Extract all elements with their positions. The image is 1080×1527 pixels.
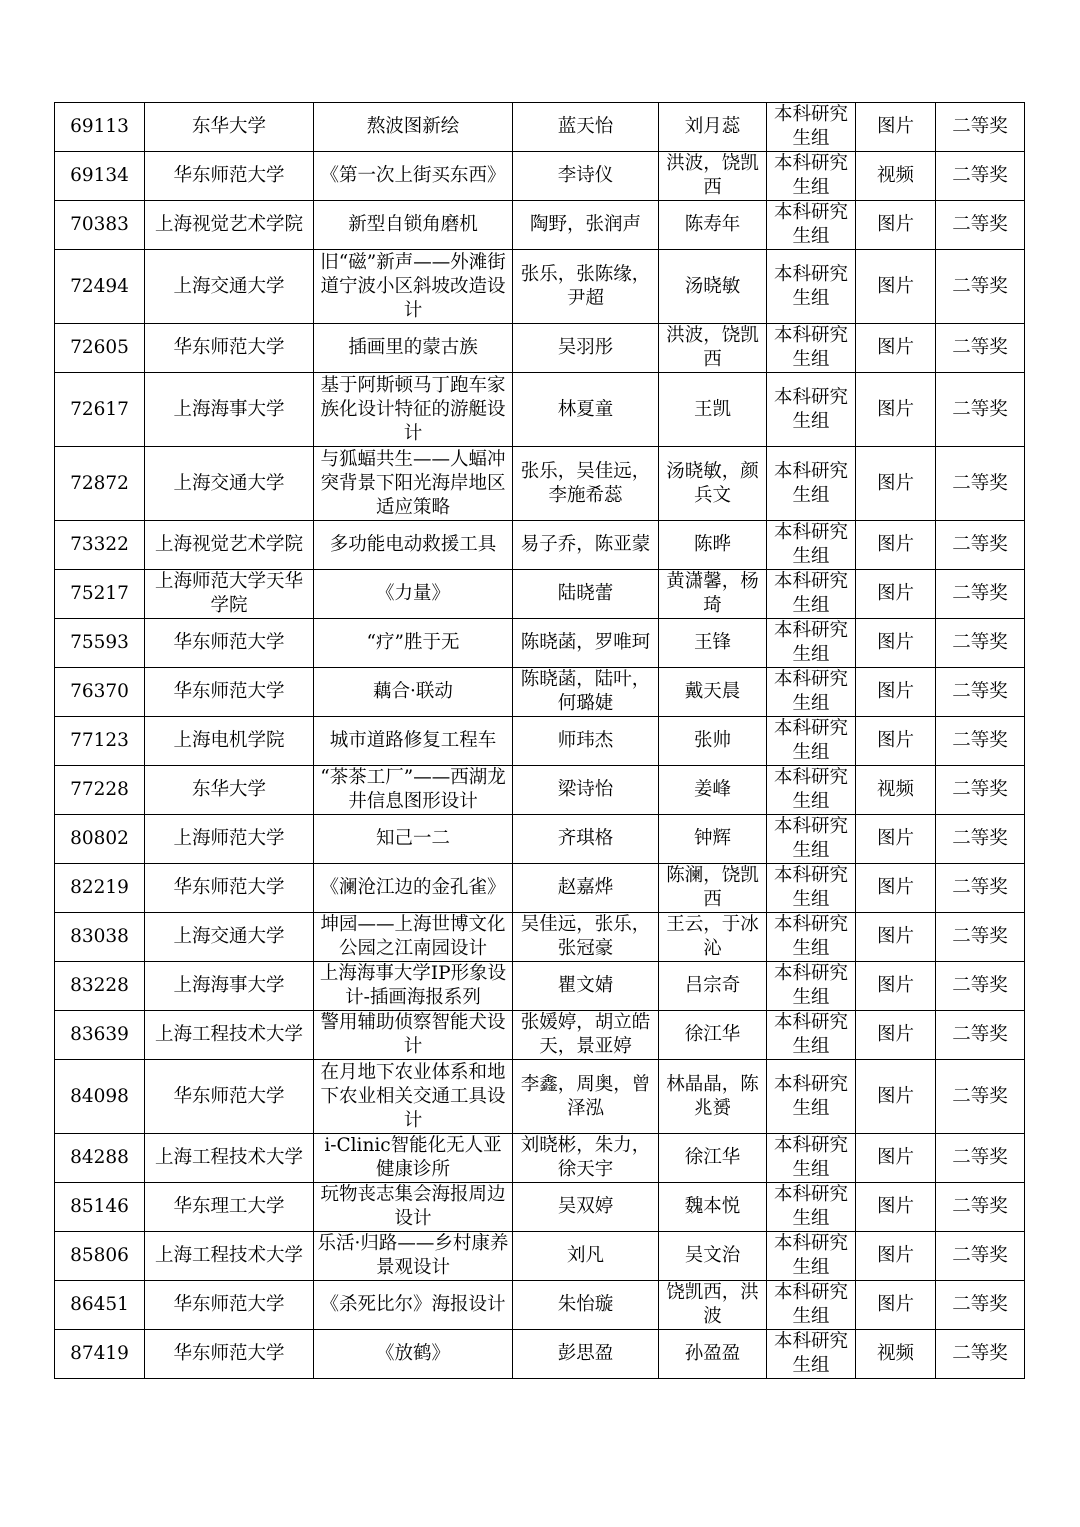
table-row bbox=[55, 103, 1025, 152]
work-type-cell: 图片 bbox=[856, 668, 936, 717]
work-type-cell: 图片 bbox=[856, 250, 936, 324]
table-row bbox=[55, 717, 1025, 766]
entry-id-cell: 76370 bbox=[55, 668, 145, 717]
group-cell: 本科研究生组 bbox=[767, 815, 856, 864]
advisor-cell: 汤晓敏 bbox=[659, 250, 767, 324]
work-type-cell: 图片 bbox=[856, 570, 936, 619]
award-cell: 二等奖 bbox=[936, 521, 1025, 570]
group-cell: 本科研究生组 bbox=[767, 913, 856, 962]
entry-id-cell: 82219 bbox=[55, 864, 145, 913]
work-title-cell: 城市道路修复工程车 bbox=[314, 717, 513, 766]
work-type-cell: 图片 bbox=[856, 201, 936, 250]
group-cell: 本科研究生组 bbox=[767, 201, 856, 250]
school-cell: 华东师范大学 bbox=[145, 668, 314, 717]
entry-id-cell: 72872 bbox=[55, 447, 145, 521]
table-row bbox=[55, 1134, 1025, 1183]
group-cell: 本科研究生组 bbox=[767, 1281, 856, 1330]
awards-table bbox=[54, 102, 1025, 1379]
group-cell: 本科研究生组 bbox=[767, 1011, 856, 1060]
group-cell: 本科研究生组 bbox=[767, 1330, 856, 1379]
school-cell: 华东师范大学 bbox=[145, 152, 314, 201]
award-cell: 二等奖 bbox=[936, 1060, 1025, 1134]
entry-id-cell: 83228 bbox=[55, 962, 145, 1011]
advisor-cell: 洪波，饶凯西 bbox=[659, 152, 767, 201]
group-cell: 本科研究生组 bbox=[767, 962, 856, 1011]
work-type-cell: 图片 bbox=[856, 864, 936, 913]
award-cell: 二等奖 bbox=[936, 717, 1025, 766]
school-cell: 上海视觉艺术学院 bbox=[145, 521, 314, 570]
table-row bbox=[55, 1281, 1025, 1330]
school-cell: 上海工程技术大学 bbox=[145, 1134, 314, 1183]
award-cell: 二等奖 bbox=[936, 668, 1025, 717]
school-cell: 上海师范大学天华学院 bbox=[145, 570, 314, 619]
award-cell: 二等奖 bbox=[936, 1134, 1025, 1183]
table-row bbox=[55, 570, 1025, 619]
authors-cell: 吴双婷 bbox=[513, 1183, 659, 1232]
authors-cell: 刘晓彬，朱力，徐天宇 bbox=[513, 1134, 659, 1183]
group-cell: 本科研究生组 bbox=[767, 1134, 856, 1183]
award-cell: 二等奖 bbox=[936, 913, 1025, 962]
advisor-cell: 孙盈盈 bbox=[659, 1330, 767, 1379]
awards-table-body bbox=[55, 103, 1025, 1379]
award-cell: 二等奖 bbox=[936, 201, 1025, 250]
advisor-cell: 饶凯西，洪波 bbox=[659, 1281, 767, 1330]
work-title-cell: 基于阿斯顿马丁跑车家族化设计特征的游艇设计 bbox=[314, 373, 513, 447]
advisor-cell: 汤晓敏，颜兵文 bbox=[659, 447, 767, 521]
group-cell: 本科研究生组 bbox=[767, 1232, 856, 1281]
group-cell: 本科研究生组 bbox=[767, 668, 856, 717]
work-title-cell: 坤园——上海世博文化公园之江南园设计 bbox=[314, 913, 513, 962]
school-cell: 东华大学 bbox=[145, 766, 314, 815]
award-cell: 二等奖 bbox=[936, 103, 1025, 152]
table-row bbox=[55, 521, 1025, 570]
school-cell: 华东师范大学 bbox=[145, 864, 314, 913]
entry-id-cell: 85806 bbox=[55, 1232, 145, 1281]
school-cell: 上海海事大学 bbox=[145, 962, 314, 1011]
entry-id-cell: 84098 bbox=[55, 1060, 145, 1134]
authors-cell: 彭思盈 bbox=[513, 1330, 659, 1379]
group-cell: 本科研究生组 bbox=[767, 766, 856, 815]
work-title-cell: 警用辅助侦察智能犬设计 bbox=[314, 1011, 513, 1060]
school-cell: 上海视觉艺术学院 bbox=[145, 201, 314, 250]
authors-cell: 朱怡璇 bbox=[513, 1281, 659, 1330]
work-type-cell: 图片 bbox=[856, 913, 936, 962]
entry-id-cell: 86451 bbox=[55, 1281, 145, 1330]
table-row bbox=[55, 447, 1025, 521]
advisor-cell: 林晶晶，陈兆赟 bbox=[659, 1060, 767, 1134]
table-row bbox=[55, 619, 1025, 668]
authors-cell: 李诗仪 bbox=[513, 152, 659, 201]
table-row bbox=[55, 913, 1025, 962]
work-type-cell: 图片 bbox=[856, 1134, 936, 1183]
advisor-cell: 陈晔 bbox=[659, 521, 767, 570]
award-cell: 二等奖 bbox=[936, 962, 1025, 1011]
school-cell: 华东师范大学 bbox=[145, 1060, 314, 1134]
work-type-cell: 视频 bbox=[856, 152, 936, 201]
table-row bbox=[55, 1011, 1025, 1060]
entry-id-cell: 72617 bbox=[55, 373, 145, 447]
entry-id-cell: 87419 bbox=[55, 1330, 145, 1379]
work-type-cell: 图片 bbox=[856, 717, 936, 766]
table-row bbox=[55, 1330, 1025, 1379]
work-title-cell: 《第一次上街买东西》 bbox=[314, 152, 513, 201]
award-cell: 二等奖 bbox=[936, 447, 1025, 521]
table-row bbox=[55, 1183, 1025, 1232]
advisor-cell: 张帅 bbox=[659, 717, 767, 766]
award-cell: 二等奖 bbox=[936, 1281, 1025, 1330]
group-cell: 本科研究生组 bbox=[767, 619, 856, 668]
group-cell: 本科研究生组 bbox=[767, 447, 856, 521]
advisor-cell: 徐江华 bbox=[659, 1134, 767, 1183]
work-title-cell: 《放鹤》 bbox=[314, 1330, 513, 1379]
school-cell: 上海海事大学 bbox=[145, 373, 314, 447]
advisor-cell: 戴天晨 bbox=[659, 668, 767, 717]
work-title-cell: 乐活·归路——乡村康养景观设计 bbox=[314, 1232, 513, 1281]
entry-id-cell: 69113 bbox=[55, 103, 145, 152]
award-cell: 二等奖 bbox=[936, 864, 1025, 913]
authors-cell: 齐琪格 bbox=[513, 815, 659, 864]
authors-cell: 陶野，张润声 bbox=[513, 201, 659, 250]
authors-cell: 张媛婷，胡立皓天，景亚婷 bbox=[513, 1011, 659, 1060]
entry-id-cell: 80802 bbox=[55, 815, 145, 864]
entry-id-cell: 77123 bbox=[55, 717, 145, 766]
school-cell: 上海工程技术大学 bbox=[145, 1232, 314, 1281]
work-type-cell: 图片 bbox=[856, 521, 936, 570]
work-title-cell: 熬波图新绘 bbox=[314, 103, 513, 152]
authors-cell: 吴羽彤 bbox=[513, 324, 659, 373]
advisor-cell: 刘月蕊 bbox=[659, 103, 767, 152]
work-type-cell: 图片 bbox=[856, 1011, 936, 1060]
table-row bbox=[55, 962, 1025, 1011]
entry-id-cell: 69134 bbox=[55, 152, 145, 201]
work-title-cell: 旧“磁”新声——外滩街道宁波小区斜坡改造设计 bbox=[314, 250, 513, 324]
authors-cell: 赵嘉烨 bbox=[513, 864, 659, 913]
advisor-cell: 徐江华 bbox=[659, 1011, 767, 1060]
authors-cell: 张乐，吴佳远，李施希蕊 bbox=[513, 447, 659, 521]
group-cell: 本科研究生组 bbox=[767, 103, 856, 152]
group-cell: 本科研究生组 bbox=[767, 1183, 856, 1232]
work-title-cell: “茶茶工厂”——西湖龙井信息图形设计 bbox=[314, 766, 513, 815]
school-cell: 华东师范大学 bbox=[145, 1281, 314, 1330]
school-cell: 华东师范大学 bbox=[145, 1330, 314, 1379]
award-cell: 二等奖 bbox=[936, 766, 1025, 815]
advisor-cell: 王锋 bbox=[659, 619, 767, 668]
work-type-cell: 图片 bbox=[856, 619, 936, 668]
work-title-cell: 与狐蝠共生——人蝠冲突背景下阳光海岸地区适应策略 bbox=[314, 447, 513, 521]
award-cell: 二等奖 bbox=[936, 250, 1025, 324]
advisor-cell: 王云，于冰沁 bbox=[659, 913, 767, 962]
authors-cell: 陈晓菡，陆叶，何璐婕 bbox=[513, 668, 659, 717]
work-title-cell: “疗”胜于无 bbox=[314, 619, 513, 668]
entry-id-cell: 75593 bbox=[55, 619, 145, 668]
award-cell: 二等奖 bbox=[936, 570, 1025, 619]
table-row bbox=[55, 668, 1025, 717]
table-row bbox=[55, 201, 1025, 250]
award-cell: 二等奖 bbox=[936, 324, 1025, 373]
work-title-cell: 《力量》 bbox=[314, 570, 513, 619]
entry-id-cell: 84288 bbox=[55, 1134, 145, 1183]
award-cell: 二等奖 bbox=[936, 373, 1025, 447]
school-cell: 上海电机学院 bbox=[145, 717, 314, 766]
work-type-cell: 视频 bbox=[856, 1330, 936, 1379]
work-title-cell: i-Clinic智能化无人亚健康诊所 bbox=[314, 1134, 513, 1183]
entry-id-cell: 85146 bbox=[55, 1183, 145, 1232]
work-type-cell: 图片 bbox=[856, 1281, 936, 1330]
authors-cell: 梁诗怡 bbox=[513, 766, 659, 815]
school-cell: 华东理工大学 bbox=[145, 1183, 314, 1232]
advisor-cell: 钟辉 bbox=[659, 815, 767, 864]
award-cell: 二等奖 bbox=[936, 619, 1025, 668]
work-title-cell: 知己一二 bbox=[314, 815, 513, 864]
work-type-cell: 图片 bbox=[856, 373, 936, 447]
authors-cell: 陈晓菡，罗唯珂 bbox=[513, 619, 659, 668]
authors-cell: 林夏童 bbox=[513, 373, 659, 447]
entry-id-cell: 70383 bbox=[55, 201, 145, 250]
entry-id-cell: 72494 bbox=[55, 250, 145, 324]
table-row bbox=[55, 766, 1025, 815]
entry-id-cell: 73322 bbox=[55, 521, 145, 570]
table-row bbox=[55, 864, 1025, 913]
group-cell: 本科研究生组 bbox=[767, 717, 856, 766]
school-cell: 华东师范大学 bbox=[145, 324, 314, 373]
work-title-cell: 藕合·联动 bbox=[314, 668, 513, 717]
table-row bbox=[55, 324, 1025, 373]
work-type-cell: 图片 bbox=[856, 815, 936, 864]
award-cell: 二等奖 bbox=[936, 1330, 1025, 1379]
work-title-cell: 在月地下农业体系和地下农业相关交通工具设计 bbox=[314, 1060, 513, 1134]
entry-id-cell: 72605 bbox=[55, 324, 145, 373]
award-cell: 二等奖 bbox=[936, 1232, 1025, 1281]
authors-cell: 李鑫，周奥，曾泽泓 bbox=[513, 1060, 659, 1134]
work-type-cell: 图片 bbox=[856, 962, 936, 1011]
table-row bbox=[55, 373, 1025, 447]
group-cell: 本科研究生组 bbox=[767, 864, 856, 913]
table-row bbox=[55, 250, 1025, 324]
school-cell: 上海师范大学 bbox=[145, 815, 314, 864]
work-title-cell: 插画里的蒙古族 bbox=[314, 324, 513, 373]
school-cell: 东华大学 bbox=[145, 103, 314, 152]
work-type-cell: 图片 bbox=[856, 103, 936, 152]
entry-id-cell: 75217 bbox=[55, 570, 145, 619]
advisor-cell: 黄潇馨，杨琦 bbox=[659, 570, 767, 619]
authors-cell: 蓝天怡 bbox=[513, 103, 659, 152]
awards-sheet bbox=[54, 102, 1024, 1379]
advisor-cell: 陈澜，饶凯西 bbox=[659, 864, 767, 913]
group-cell: 本科研究生组 bbox=[767, 570, 856, 619]
entry-id-cell: 83038 bbox=[55, 913, 145, 962]
authors-cell: 陆晓蕾 bbox=[513, 570, 659, 619]
advisor-cell: 洪波，饶凯西 bbox=[659, 324, 767, 373]
advisor-cell: 王凯 bbox=[659, 373, 767, 447]
authors-cell: 吴佳远，张乐，张冠豪 bbox=[513, 913, 659, 962]
work-type-cell: 视频 bbox=[856, 766, 936, 815]
school-cell: 上海交通大学 bbox=[145, 250, 314, 324]
group-cell: 本科研究生组 bbox=[767, 373, 856, 447]
group-cell: 本科研究生组 bbox=[767, 521, 856, 570]
award-cell: 二等奖 bbox=[936, 1183, 1025, 1232]
table-row bbox=[55, 1232, 1025, 1281]
group-cell: 本科研究生组 bbox=[767, 324, 856, 373]
work-title-cell: 玩物丧志集会海报周边设计 bbox=[314, 1183, 513, 1232]
group-cell: 本科研究生组 bbox=[767, 250, 856, 324]
group-cell: 本科研究生组 bbox=[767, 152, 856, 201]
advisor-cell: 姜峰 bbox=[659, 766, 767, 815]
school-cell: 上海工程技术大学 bbox=[145, 1011, 314, 1060]
work-type-cell: 图片 bbox=[856, 324, 936, 373]
school-cell: 上海交通大学 bbox=[145, 913, 314, 962]
award-cell: 二等奖 bbox=[936, 1011, 1025, 1060]
work-title-cell: 多功能电动救援工具 bbox=[314, 521, 513, 570]
work-type-cell: 图片 bbox=[856, 1183, 936, 1232]
award-cell: 二等奖 bbox=[936, 815, 1025, 864]
authors-cell: 张乐，张陈缘，尹超 bbox=[513, 250, 659, 324]
group-cell: 本科研究生组 bbox=[767, 1060, 856, 1134]
advisor-cell: 吴文治 bbox=[659, 1232, 767, 1281]
entry-id-cell: 83639 bbox=[55, 1011, 145, 1060]
work-type-cell: 图片 bbox=[856, 1060, 936, 1134]
school-cell: 华东师范大学 bbox=[145, 619, 314, 668]
authors-cell: 刘凡 bbox=[513, 1232, 659, 1281]
authors-cell: 师玮杰 bbox=[513, 717, 659, 766]
table-row bbox=[55, 152, 1025, 201]
award-cell: 二等奖 bbox=[936, 152, 1025, 201]
school-cell: 上海交通大学 bbox=[145, 447, 314, 521]
advisor-cell: 吕宗奇 bbox=[659, 962, 767, 1011]
work-type-cell: 图片 bbox=[856, 447, 936, 521]
advisor-cell: 陈寿年 bbox=[659, 201, 767, 250]
table-row bbox=[55, 815, 1025, 864]
work-type-cell: 图片 bbox=[856, 1232, 936, 1281]
advisor-cell: 魏本悦 bbox=[659, 1183, 767, 1232]
table-row bbox=[55, 1060, 1025, 1134]
authors-cell: 瞿文婧 bbox=[513, 962, 659, 1011]
work-title-cell: 新型自锁角磨机 bbox=[314, 201, 513, 250]
entry-id-cell: 77228 bbox=[55, 766, 145, 815]
work-title-cell: 《杀死比尔》海报设计 bbox=[314, 1281, 513, 1330]
authors-cell: 易子乔，陈亚蒙 bbox=[513, 521, 659, 570]
work-title-cell: 上海海事大学IP形象设计-插画海报系列 bbox=[314, 962, 513, 1011]
work-title-cell: 《澜沧江边的金孔雀》 bbox=[314, 864, 513, 913]
